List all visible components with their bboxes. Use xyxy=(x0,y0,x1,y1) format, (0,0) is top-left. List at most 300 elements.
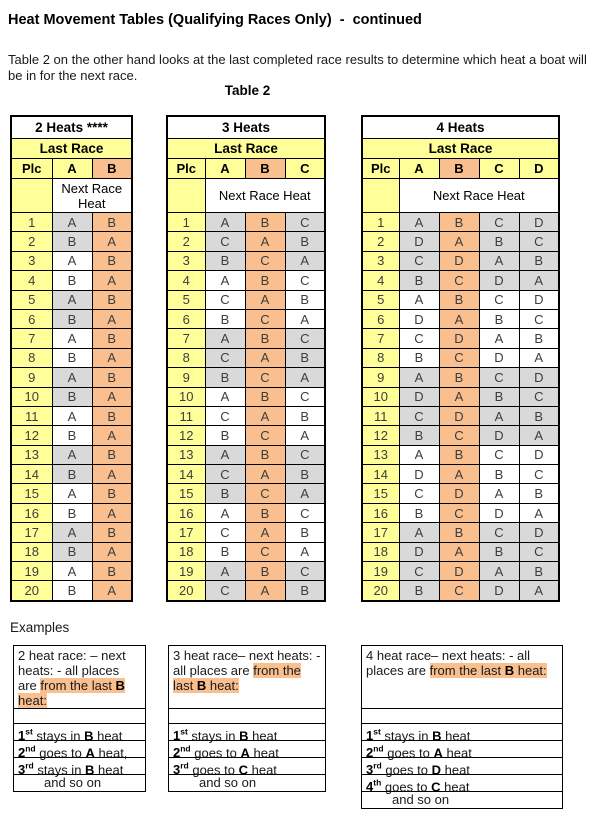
heat-cell: A xyxy=(245,348,285,367)
heat-cell: B xyxy=(92,484,132,503)
heat-cell: B xyxy=(52,542,92,561)
table-row xyxy=(167,213,325,232)
heat-cell: A xyxy=(285,484,325,503)
place-cell: 7 xyxy=(167,329,205,348)
heat-cell: A xyxy=(399,445,439,464)
heat-cell: A xyxy=(519,503,559,522)
table-row xyxy=(11,368,132,387)
heat-cell: B xyxy=(205,309,245,328)
heat-cell: A xyxy=(439,309,479,328)
table-row xyxy=(11,290,132,309)
heat-cell: A xyxy=(92,426,132,445)
heat-cell: A xyxy=(52,562,92,581)
place-cell: 17 xyxy=(362,523,399,542)
table-2-caption: Table 2 xyxy=(224,83,271,98)
heat-col-header-A: A xyxy=(52,159,92,179)
table-row xyxy=(11,232,132,251)
place-cell: 5 xyxy=(167,290,205,309)
heat-cell: A xyxy=(519,581,559,601)
heat-cell: A xyxy=(52,329,92,348)
heat-cell: C xyxy=(245,368,285,387)
table-row xyxy=(362,232,559,251)
heat-cell: C xyxy=(519,465,559,484)
place-cell: 1 xyxy=(11,213,52,232)
table-row xyxy=(11,445,132,464)
heat-cell: B xyxy=(52,309,92,328)
place-cell: 2 xyxy=(362,232,399,251)
last-race-label: Last Race xyxy=(11,139,132,159)
heat-cell: A xyxy=(439,465,479,484)
empty-cell xyxy=(362,179,399,213)
heat-cell: B xyxy=(92,290,132,309)
heat-cell: C xyxy=(205,406,245,425)
heat-cell: A xyxy=(92,309,132,328)
heat-cell: B xyxy=(479,387,519,406)
heat-cell: C xyxy=(285,213,325,232)
heat-cell: D xyxy=(479,503,519,522)
table-row xyxy=(362,484,559,503)
heat-col-header-A: A xyxy=(399,159,439,179)
heat-cell: A xyxy=(52,290,92,309)
next-race-row xyxy=(362,179,559,213)
heat-cell: A xyxy=(205,503,245,522)
heat-cell: B xyxy=(285,406,325,425)
place-cell: 14 xyxy=(167,465,205,484)
place-cell: 7 xyxy=(362,329,399,348)
place-cell: 20 xyxy=(167,581,205,601)
heat-cell: A xyxy=(205,562,245,581)
heat-cell: C xyxy=(479,213,519,232)
plc-header: Plc xyxy=(11,159,52,179)
heat-cell: B xyxy=(245,213,285,232)
example-line: 2nd goes to A heat, xyxy=(14,741,145,758)
example-line: 1st stays in B heat xyxy=(362,724,562,741)
heat-cell: D xyxy=(479,581,519,601)
example-footer: and so on xyxy=(199,775,257,790)
table-row xyxy=(11,503,132,522)
heat-cell: B xyxy=(205,542,245,561)
table-row xyxy=(167,290,325,309)
heat-cell: C xyxy=(285,562,325,581)
place-cell: 19 xyxy=(362,562,399,581)
heat-cell: A xyxy=(92,348,132,367)
example-box-2-heats xyxy=(13,645,146,792)
col-header-row xyxy=(11,159,132,179)
empty-row xyxy=(14,709,145,724)
heat-cell: C xyxy=(519,232,559,251)
examples-heading: Examples xyxy=(10,620,70,635)
heat-cell: A xyxy=(52,445,92,464)
table-row xyxy=(167,426,325,445)
heat-cell: C xyxy=(205,581,245,601)
heat-table-4-heats xyxy=(361,115,560,602)
next-race-heat-label: Next Race Heat xyxy=(52,179,132,213)
next-race-heat-label: Next Race Heat xyxy=(205,179,325,213)
heat-cell: B xyxy=(439,523,479,542)
table-row xyxy=(362,562,559,581)
heat-col-header-A: A xyxy=(205,159,245,179)
heat-table-3-heats xyxy=(166,115,326,602)
heat-cell: D xyxy=(399,465,439,484)
heat-cell: A xyxy=(439,232,479,251)
place-cell: 12 xyxy=(362,426,399,445)
heat-cell: C xyxy=(205,348,245,367)
heat-cell: A xyxy=(285,251,325,270)
table-row xyxy=(11,348,132,367)
heat-cell: C xyxy=(245,542,285,561)
heat-cell: B xyxy=(519,251,559,270)
example-intro xyxy=(362,646,562,709)
table-row xyxy=(11,213,132,232)
example-intro xyxy=(14,646,145,709)
heat-cell: B xyxy=(479,309,519,328)
example-line: 2nd goes to A heat xyxy=(362,741,562,758)
heat-cell: C xyxy=(439,581,479,601)
table-row xyxy=(167,581,325,601)
heat-cell: A xyxy=(439,387,479,406)
heat-cell: B xyxy=(479,542,519,561)
heat-cell: A xyxy=(52,523,92,542)
heat-cell: A xyxy=(479,484,519,503)
heat-cell: A xyxy=(479,406,519,425)
heat-cell: A xyxy=(245,406,285,425)
highlight-heat-letter: B xyxy=(504,663,515,678)
heat-cell: C xyxy=(285,503,325,522)
place-cell: 17 xyxy=(11,523,52,542)
table-row xyxy=(167,348,325,367)
example-box-4-heats xyxy=(361,645,563,809)
heat-cell: D xyxy=(439,329,479,348)
heat-cell: B xyxy=(92,251,132,270)
table-row xyxy=(362,503,559,522)
heat-cell: B xyxy=(519,562,559,581)
place-cell: 8 xyxy=(167,348,205,367)
empty-cell xyxy=(11,179,52,213)
heat-cell: A xyxy=(245,232,285,251)
heat-col-header-B: B xyxy=(245,159,285,179)
example-line: 1st stays in B heat xyxy=(14,724,145,741)
place-cell: 4 xyxy=(167,271,205,290)
table-title-row xyxy=(167,116,325,139)
heat-cell: B xyxy=(52,503,92,522)
heat-cell: B xyxy=(479,232,519,251)
heat-cell: D xyxy=(479,271,519,290)
heat-cell: B xyxy=(439,445,479,464)
place-cell: 8 xyxy=(362,348,399,367)
table-row xyxy=(362,542,559,561)
place-cell: 18 xyxy=(11,542,52,561)
place-cell: 2 xyxy=(11,232,52,251)
heat-cell: D xyxy=(439,562,479,581)
heat-cell: B xyxy=(439,368,479,387)
heat-cell: A xyxy=(519,271,559,290)
heat-cell: D xyxy=(399,309,439,328)
heat-cell: B xyxy=(52,465,92,484)
place-cell: 6 xyxy=(362,309,399,328)
highlight-heat-letter: B xyxy=(196,678,207,693)
table-row xyxy=(362,251,559,270)
table-row xyxy=(167,562,325,581)
table-row xyxy=(11,251,132,270)
heat-cell: C xyxy=(245,426,285,445)
heat-cell: B xyxy=(52,271,92,290)
place-cell: 10 xyxy=(362,387,399,406)
place-cell: 3 xyxy=(11,251,52,270)
place-cell: 9 xyxy=(167,368,205,387)
table-row xyxy=(167,387,325,406)
heat-cell: B xyxy=(92,368,132,387)
heat-cell: B xyxy=(52,348,92,367)
heat-cell: B xyxy=(519,406,559,425)
next-race-row xyxy=(11,179,132,213)
heat-cell: A xyxy=(285,309,325,328)
heat-cell: B xyxy=(245,445,285,464)
highlight-pre: from the last xyxy=(429,663,505,678)
heat-cell: D xyxy=(479,426,519,445)
heat-cell: A xyxy=(439,542,479,561)
table-row xyxy=(167,523,325,542)
intro-text: 2 heat race: – next heats: - all places are xyxy=(18,648,126,693)
table-row xyxy=(167,251,325,270)
table-row xyxy=(362,581,559,601)
place-cell: 15 xyxy=(11,484,52,503)
heat-cell: B xyxy=(52,232,92,251)
heat-cell: B xyxy=(245,271,285,290)
heat-cell: B xyxy=(92,523,132,542)
place-cell: 15 xyxy=(167,484,205,503)
place-cell: 12 xyxy=(167,426,205,445)
table-row xyxy=(362,348,559,367)
table-body xyxy=(167,213,325,601)
heat-cell: B xyxy=(479,465,519,484)
example-footer: and so on xyxy=(44,775,102,790)
next-race-row xyxy=(167,179,325,213)
table-body xyxy=(11,213,132,601)
heat-cell: A xyxy=(245,465,285,484)
last-race-label: Last Race xyxy=(362,139,559,159)
heat-cell: C xyxy=(479,368,519,387)
heat-cell: B xyxy=(52,387,92,406)
place-cell: 7 xyxy=(11,329,52,348)
example-line: 4th goes to C heat xyxy=(362,775,562,792)
table-row xyxy=(362,523,559,542)
heat-cell: B xyxy=(205,368,245,387)
table-row xyxy=(362,368,559,387)
table-row xyxy=(362,271,559,290)
heat-cell: B xyxy=(399,348,439,367)
place-cell: 18 xyxy=(362,542,399,561)
heat-cell: C xyxy=(439,271,479,290)
heat-cell: B xyxy=(92,329,132,348)
heat-col-header-C: C xyxy=(285,159,325,179)
heat-cell: A xyxy=(519,348,559,367)
table-row xyxy=(362,465,559,484)
heat-cell: A xyxy=(52,406,92,425)
heat-cell: A xyxy=(92,271,132,290)
heat-cell: A xyxy=(399,523,439,542)
heat-cell: C xyxy=(519,542,559,561)
place-cell: 10 xyxy=(11,387,52,406)
heat-cell: A xyxy=(52,251,92,270)
table-row xyxy=(362,309,559,328)
example-line: 3rd stays in B heat xyxy=(14,758,145,775)
heat-cell: B xyxy=(519,329,559,348)
heat-cell: B xyxy=(285,523,325,542)
heat-cell: C xyxy=(519,387,559,406)
heat-cell: C xyxy=(285,271,325,290)
highlight-pre: from the last xyxy=(173,663,301,693)
place-cell: 9 xyxy=(11,368,52,387)
heat-cell: C xyxy=(285,445,325,464)
heat-cell: A xyxy=(399,290,439,309)
place-cell: 13 xyxy=(362,445,399,464)
table-row xyxy=(167,309,325,328)
table-row xyxy=(11,523,132,542)
heat-cell: B xyxy=(285,465,325,484)
example-lines xyxy=(169,724,325,791)
heat-cell: B xyxy=(439,290,479,309)
heat-cell: B xyxy=(399,503,439,522)
heat-cell: B xyxy=(439,213,479,232)
intro-paragraph: Table 2 on the other hand looks at the last completed race results to determine which heat a boat will be in for the next race. xyxy=(8,52,587,83)
heat-cell: C xyxy=(245,251,285,270)
intro-text: 3 heat race– next heats: - all places are xyxy=(173,648,321,678)
table-row xyxy=(167,368,325,387)
col-header-row xyxy=(362,159,559,179)
place-cell: 14 xyxy=(362,465,399,484)
heat-cell: C xyxy=(285,387,325,406)
heat-cell: A xyxy=(52,484,92,503)
heat-cell: D xyxy=(439,251,479,270)
heat-cell: C xyxy=(205,232,245,251)
heat-cell: A xyxy=(479,562,519,581)
next-race-heat-label: Next Race Heat xyxy=(399,179,559,213)
heat-cell: C xyxy=(439,348,479,367)
place-cell: 17 xyxy=(167,523,205,542)
heat-col-header-D: D xyxy=(519,159,559,179)
heat-cell: A xyxy=(52,368,92,387)
place-cell: 13 xyxy=(167,445,205,464)
table-row xyxy=(362,406,559,425)
table-row xyxy=(362,445,559,464)
heat-cell: C xyxy=(479,290,519,309)
place-cell: 18 xyxy=(167,542,205,561)
place-cell: 4 xyxy=(11,271,52,290)
heat-cell: B xyxy=(285,232,325,251)
place-cell: 6 xyxy=(167,309,205,328)
heat-cell: C xyxy=(245,309,285,328)
heat-cell: D xyxy=(479,348,519,367)
heat-cell: B xyxy=(399,271,439,290)
place-cell: 10 xyxy=(167,387,205,406)
table-row xyxy=(167,329,325,348)
heat-cell: A xyxy=(479,251,519,270)
place-cell: 12 xyxy=(11,426,52,445)
last-race-label: Last Race xyxy=(167,139,325,159)
highlight-pre: from the last xyxy=(40,678,116,693)
heat-cell: A xyxy=(285,426,325,445)
heat-cell: B xyxy=(285,290,325,309)
heat-cell: B xyxy=(92,445,132,464)
heat-cell: D xyxy=(519,290,559,309)
heat-col-header-C: C xyxy=(479,159,519,179)
intro-text: 4 heat race– next heats: - all places are xyxy=(366,648,531,678)
heat-cell: A xyxy=(285,368,325,387)
table-row xyxy=(167,445,325,464)
page-title: Heat Movement Tables (Qualifying Races Only) - continued xyxy=(8,12,422,28)
heat-cell: D xyxy=(399,232,439,251)
heat-cell: D xyxy=(399,387,439,406)
plc-header: Plc xyxy=(362,159,399,179)
place-cell: 20 xyxy=(11,581,52,601)
place-cell: 2 xyxy=(167,232,205,251)
heat-cell: B xyxy=(205,484,245,503)
empty-cell xyxy=(167,179,205,213)
heat-cell: B xyxy=(399,581,439,601)
heat-cell: D xyxy=(519,523,559,542)
heat-table-2-heats xyxy=(10,115,133,602)
heat-cell: A xyxy=(479,329,519,348)
heat-cell: B xyxy=(205,426,245,445)
example-lines xyxy=(362,724,562,808)
heat-cell: D xyxy=(439,484,479,503)
heat-cell: B xyxy=(52,581,92,601)
table-row xyxy=(362,387,559,406)
heat-cell: A xyxy=(205,271,245,290)
place-cell: 1 xyxy=(167,213,205,232)
heat-cell: A xyxy=(245,290,285,309)
place-cell: 11 xyxy=(167,406,205,425)
table-title: 3 Heats xyxy=(167,116,325,139)
place-cell: 8 xyxy=(11,348,52,367)
table-row xyxy=(11,465,132,484)
example-box-3-heats xyxy=(168,645,326,792)
empty-row xyxy=(362,709,562,724)
table-row xyxy=(362,213,559,232)
example-footer: and so on xyxy=(392,792,450,807)
example-line: 2nd goes to A heat xyxy=(169,741,325,758)
heat-cell: A xyxy=(245,581,285,601)
heat-cell: A xyxy=(92,232,132,251)
heat-cell: C xyxy=(245,484,285,503)
heat-cell: C xyxy=(479,523,519,542)
heat-cell: A xyxy=(399,368,439,387)
table-row xyxy=(167,232,325,251)
heat-cell: A xyxy=(92,542,132,561)
heat-cell: D xyxy=(519,368,559,387)
last-race-row xyxy=(11,139,132,159)
heat-cell: A xyxy=(245,523,285,542)
heat-cell: C xyxy=(439,503,479,522)
heat-cell: C xyxy=(479,445,519,464)
place-cell: 16 xyxy=(11,503,52,522)
place-cell: 4 xyxy=(362,271,399,290)
place-cell: 19 xyxy=(11,562,52,581)
heat-cell: D xyxy=(519,213,559,232)
plc-header: Plc xyxy=(167,159,205,179)
place-cell: 14 xyxy=(11,465,52,484)
example-line: 1st stays in B heat xyxy=(169,724,325,741)
heat-cell: B xyxy=(399,426,439,445)
heat-cell: A xyxy=(92,503,132,522)
place-cell: 3 xyxy=(362,251,399,270)
table-row xyxy=(167,503,325,522)
place-cell: 16 xyxy=(362,503,399,522)
table-row xyxy=(11,542,132,561)
place-cell: 13 xyxy=(11,445,52,464)
table-title-row xyxy=(362,116,559,139)
heat-cell: A xyxy=(92,581,132,601)
